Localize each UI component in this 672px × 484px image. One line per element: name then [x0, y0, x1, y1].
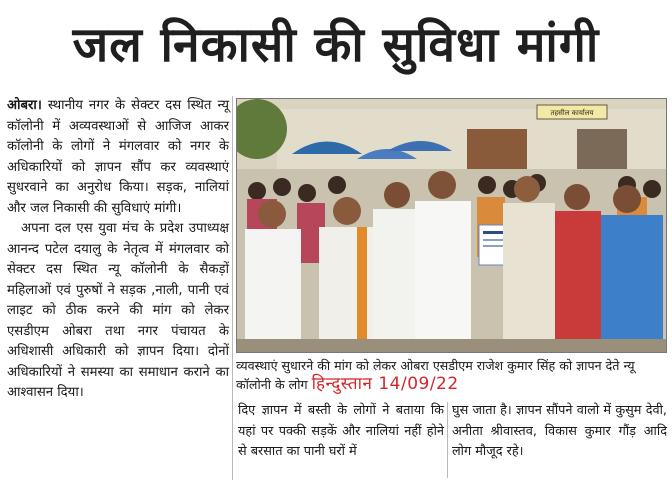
headline: जल निकासी की सुविधा मांगी — [72, 16, 600, 73]
newspaper-date-stamp: हिन्दुस्तान 14/09/22 — [311, 374, 459, 394]
article-bottom-column-2: घुस जाता है। ज्ञापन सौंपने वालो में कुसुम देवी, अनीता श्रीवास्तव, विकास कुमार गौंड़ आदि लोग मौजूद रहे। — [452, 403, 667, 459]
paragraph-1-text: स्थानीय नगर के सेक्टर दस स्थित न्यू कॉलोनी में अव्यवस्थाओं से आजिज आकर कॉलोनी के लोगों ने मंगलवार को नगर के अधिकारियों को ज्ञापन सौंप कर व्यवस्थाएं सुधरवाने का अनुरोध किया। सड़क, नालियां और जल निकासी की सुविधाएं मांगी। — [7, 98, 229, 216]
article-bottom-column-1: दिए ज्ञापन में बस्ती के लोगों ने बताया कि यहां पर पक्की सड़कें और नालियां नहीं होने से बरसात का पानी घरों में — [238, 403, 444, 459]
news-photo — [236, 98, 667, 353]
column-divider-bottom — [447, 402, 448, 478]
office-sign-text: तहसील कार्यालय — [550, 109, 594, 117]
crowd-photo-illustration — [237, 99, 667, 353]
article-left-column — [7, 96, 229, 480]
article-paragraph-2: अपना दल एस युवा मंच के प्रदेश उपाध्यक्ष आनन्द पटेल दयालु के नेतृत्व में मंगलवार को सेक्टर दस स्थित न्यू कॉलोनी के सैकड़ों महिलाओं एवं पुरुषों ने सड़क ,नाली, पानी एवं लाइट को ठीक करने की मांग को लेकर एसडीएम ओबरा तथा नगर पंचायत के अधिशासी अधिकारी को ज्ञापन दिया। दोनों अधिकारियों ने समस्या का समाधान कराने का आश्वासन दिया। — [7, 221, 229, 400]
dateline: ओबरा। — [7, 98, 42, 113]
article-paragraph-1 — [7, 96, 229, 219]
photo-caption — [236, 356, 667, 400]
column-divider — [232, 96, 233, 480]
caption-text: व्यवस्थाएं सुधारने की मांग को लेकर ओबरा एसडीएम राजेश कुमार सिंह को ज्ञापन देते न्यू कॉलोनी के लोग — [236, 358, 635, 392]
